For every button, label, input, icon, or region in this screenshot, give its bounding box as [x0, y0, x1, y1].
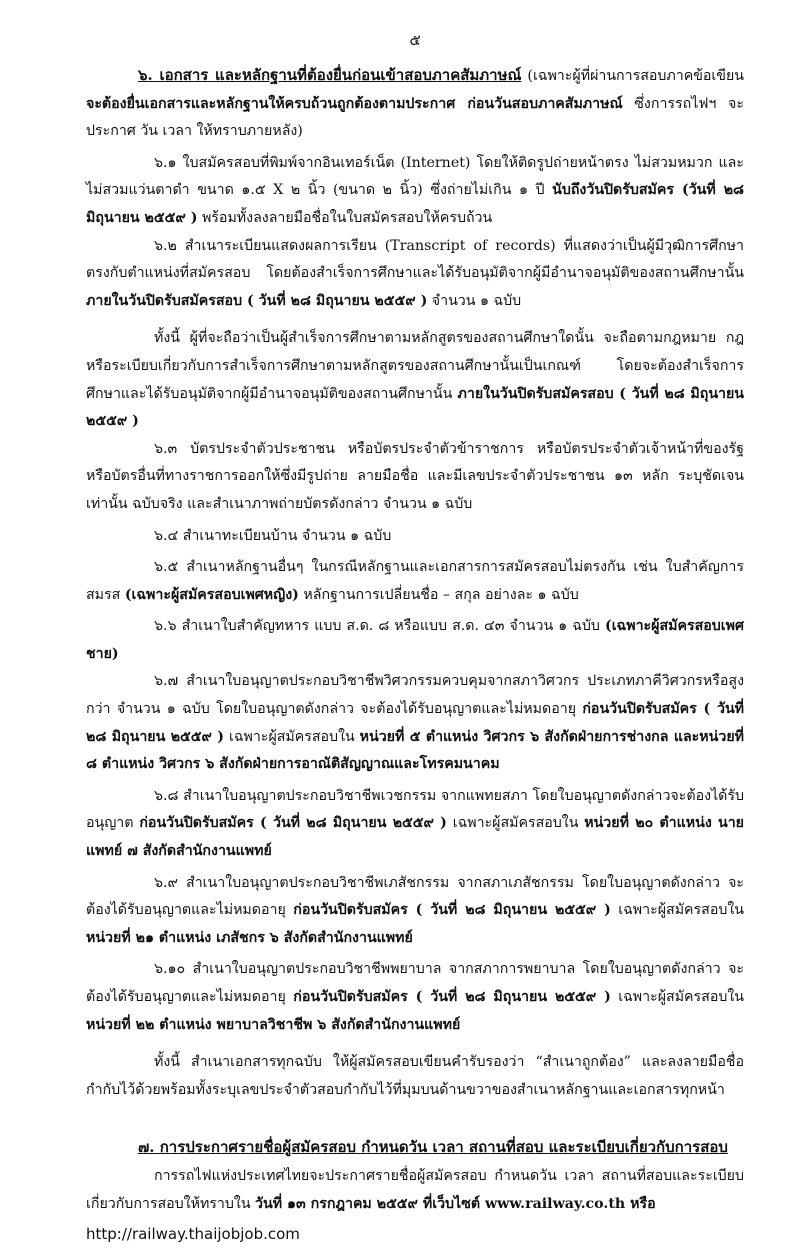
- section6-intro-text: (เฉพาะผู้ที่ผ่านการสอบภาคข้อเขียน: [521, 68, 744, 84]
- item-6-1-deadline: นับถึงวันปิดรับสมัคร (วันที่ ๒๘ มิถุนายน ๒๕๕๙ ): [86, 182, 744, 226]
- item-6-7-text: ๖.๗ สำเนาใบอนุญาตประกอบวิชาชีพวิศวกรรมควบคุมจากสภาวิศวกร ประเภทภาคีวิศวกรหรือสูงกว่า จำนวน ๑ ฉบับ โดยใบอนุญาตดังกล่าว จะต้องได้รับอนุญาตและไม่หมดอายุ: [86, 673, 744, 718]
- section6-intro: [86, 62, 744, 146]
- item-6-9-mid: เฉพาะผู้สมัครสอบใน: [610, 902, 744, 919]
- item-6-3: ๖.๓ บัตรประจำตัวประชาชน หรือบัตรประจำตัวข้าราชการ หรือบัตรประจำตัวเจ้าหน้าที่ของรัฐ หรือบัตรอื่นที่ทางราชการออกให้ซึ่งมีรูปถ่าย ลายมือชื่อ และมีเลขประจำตัวประชาชน ๑๓ หลัก ระบุชัดเจนเท่านั้น ฉบับจริง และสำเนาภาพถ่ายบัตรดังกล่าว จำนวน ๑ ฉบับ: [86, 440, 744, 512]
- section6-intro-bold: จะต้องยื่นเอกสารและหลักฐานให้ครบถ้วนถูกต้องตามประกาศ ก่อนวันสอบภาคสัมภาษณ์: [86, 95, 623, 112]
- page-number: ๕: [409, 31, 421, 49]
- railway-url-link[interactable]: http://railway.thaijobjob.com: [86, 1225, 300, 1244]
- section7-body: [86, 1163, 744, 1218]
- item-6-6-text: ๖.๖ สำเนาใบสำคัญทหาร แบบ ส.ด. ๘ หรือแบบ ส.ด. ๔๓ จำนวน ๑ ฉบับ: [154, 618, 605, 635]
- item-6-7: [86, 668, 744, 778]
- item-6-4: ๖.๔ สำเนาทะเบียนบ้าน จำนวน ๑ ฉบับ: [154, 527, 392, 544]
- item-6-6-bold: (เฉพาะผู้สมัครสอบเพศชาย): [86, 618, 744, 662]
- section7-heading-line: [86, 1134, 744, 1163]
- item-6-7-deadline: ก่อนวันปิดรับสมัคร ( วันที่ ๒๘ มิถุนายน ๒๕๕๙ ): [86, 701, 744, 745]
- item-6-2-deadline: ภายในวันปิดรับสมัครสอบ ( วันที่ ๒๘ มิถุนายน ๒๕๕๙ ): [86, 292, 428, 309]
- item-6-5: [86, 554, 744, 609]
- section7-heading: ๗. การประกาศรายชื่อผู้สมัครสอบ กำหนดวัน เวลา สถานที่สอบ และระเบียบเกี่ยวกับการสอบ: [138, 1138, 728, 1157]
- item-6-8-deadline: ก่อนวันปิดรับสมัคร ( วันที่ ๒๘ มิถุนายน ๒๕๕๙ ): [139, 815, 447, 832]
- note-graduation: [86, 325, 744, 435]
- item-6-9-deadline: ก่อนวันปิดรับสมัคร ( วันที่ ๒๘ มิถุนายน ๒๕๕๙ ): [293, 902, 611, 919]
- section6-heading: ๖. เอกสาร และหลักฐานที่ต้องยื่นก่อนเข้าสอบภาคสัมภาษณ์: [138, 66, 522, 84]
- note-certify-copies: ทั้งนี้ สำเนาเอกสารทุกฉบับ ให้ผู้สมัครสอบเขียนคำรับรองว่า “สำเนาถูกต้อง” และลงลายมือชื่อกำกับไว้ด้วยพร้อมทั้งระบุเลขประจำตัวสอบกำกับไว้ที่มุมบนด้านขวาของสำเนาหลักฐานและเอกสารทุกหน้า: [86, 1054, 744, 1098]
- item-6-9-units: หน่วยที่ ๒๑ ตำแหน่ง เภสัชกร ๖ สังกัดสำนักงานแพทย์: [86, 929, 413, 946]
- item-6-1-tail: พร้อมทั้งลงลายมือชื่อในใบสมัครสอบให้ครบถ้วน: [197, 209, 493, 226]
- item-6-9: [86, 870, 744, 953]
- item-6-5-bold: (เฉพาะผู้สมัครสอบเพศหญิง): [124, 586, 299, 603]
- item-6-8-units: หน่วยที่ ๒๐ ตำแหน่ง นายแพทย์ ๗ สังกัดสำนักงานแพทย์: [86, 815, 744, 860]
- item-6-7-mid: เฉพาะผู้สมัครสอบใน: [224, 728, 360, 745]
- item-6-9-text: ๖.๙ สำเนาใบอนุญาตประกอบวิชาชีพเภสัชกรรม จากสภาเภสัชกรรม โดยใบอนุญาตดังกล่าว จะต้องได้รับอนุญาตและไม่หมดอายุ: [86, 874, 744, 919]
- item-6-1: [86, 150, 744, 233]
- note-graduation-deadline: ภายในวันปิดรับสมัครสอบ ( วันที่ ๒๘ มิถุนายน ๒๕๕๙ ): [86, 385, 744, 430]
- item-6-2: [86, 233, 744, 316]
- section7-announcement-date: วันที่ ๑๓ กรกฎาคม ๒๕๕๙ ที่เว็บไซต์ www.railway.co.th หรือ: [255, 1195, 656, 1212]
- item-6-8-text: ๖.๘ สำเนาใบอนุญาตประกอบวิชาชีพเวชกรรม จากแพทยสภา โดยใบอนุญาตดังกล่าวจะต้องได้รับอนุญาต: [86, 787, 744, 832]
- item-6-10-units: หน่วยที่ ๒๒ ตำแหน่ง พยาบาลวิชาชีพ ๖ สังกัดสำนักงานแพทย์: [86, 1016, 461, 1033]
- section6-intro-tail: ซึ่งการรถไฟฯ จะประกาศ วัน เวลา ให้ทราบภายหลัง): [86, 95, 744, 140]
- section7-body-text: การรถไฟแห่งประเทศไทยจะประกาศรายชื่อผู้สมัครสอบ กำหนดวัน เวลา สถานที่สอบและระเบียบเกี่ยวกับการสอบให้ทราบใน: [86, 1167, 744, 1212]
- item-6-5-tail: หลักฐานการเปลี่ยนชื่อ – สกุล อย่างละ ๑ ฉบับ: [298, 586, 579, 603]
- item-6-10-deadline: ก่อนวันปิดรับสมัคร ( วันที่ ๒๘ มิถุนายน ๒๕๕๙ ): [293, 989, 611, 1005]
- item-6-5-text: ๖.๕ สำเนาหลักฐานอื่นๆ ในกรณีหลักฐานและเอกสารการสมัครสอบไม่ตรงกัน เช่น ใบสำคัญการสมรส: [86, 559, 744, 603]
- item-6-8: [86, 783, 744, 866]
- item-6-2-tail: จำนวน ๑ ฉบับ: [427, 292, 522, 309]
- item-6-1-text: ๖.๑ ใบสมัครสอบที่พิมพ์จากอินเทอร์เน็ต (Internet) โดยให้ติดรูปถ่ายหน้าตรง ไม่สวมหมวก และไม่สวมแว่นตาดำ ขนาด ๑.๕ X ๒ นิ้ว (ขนาด ๒ นิ้ว) ซึ่งถ่ายไม่เกิน ๑ ปี: [86, 154, 744, 199]
- item-6-10: [86, 956, 744, 1039]
- item-6-7-units: หน่วยที่ ๕ ตำแหน่ง วิศวกร ๖ สังกัดฝ่ายการช่างกล และหน่วยที่ ๘ ตำแหน่ง วิศวกร ๖ สังกัดฝ่ายการอาณัติสัญญาณและโทรคมนาคม: [86, 728, 744, 773]
- item-6-10-text: ๖.๑๐ สำเนาใบอนุญาตประกอบวิชาชีพพยาบาล จากสภาการพยาบาล โดยใบอนุญาตดังกล่าว จะต้องได้รับอนุญาตและไม่หมดอายุ: [86, 961, 744, 1005]
- item-6-10-mid: เฉพาะผู้สมัครสอบใน: [610, 989, 744, 1005]
- note-graduation-text: ทั้งนี้ ผู้ที่จะถือว่าเป็นผู้สำเร็จการศึกษาตามหลักสูตรของสถานศึกษาใดนั้น จะถือตามกฎหมาย กฎ หรือระเบียบเกี่ยวกับการสำเร็จการศึกษาตามหลักสูตรของสถานศึกษานั้นเป็นเกณฑ์ โดยจะต้องสำเร็จการศึกษาและได้รับอนุมัติจากผู้มีอำนาจอนุมัติของสถานศึกษานั้น: [86, 330, 744, 402]
- item-6-8-mid: เฉพาะผู้สมัครสอบใน: [446, 815, 585, 832]
- item-6-6: [86, 613, 744, 668]
- item-6-2-text: ๖.๒ สำเนาระเบียนแสดงผลการเรียน (Transcript of records) ที่แสดงว่าเป็นผู้มีวุฒิการศึกษาตรงกับตำแหน่งที่สมัครสอบ โดยต้องสำเร็จการศึกษาและได้รับอนุมัติจากผู้มีอำนาจอนุมัติของสถานศึกษานั้น: [86, 237, 744, 282]
